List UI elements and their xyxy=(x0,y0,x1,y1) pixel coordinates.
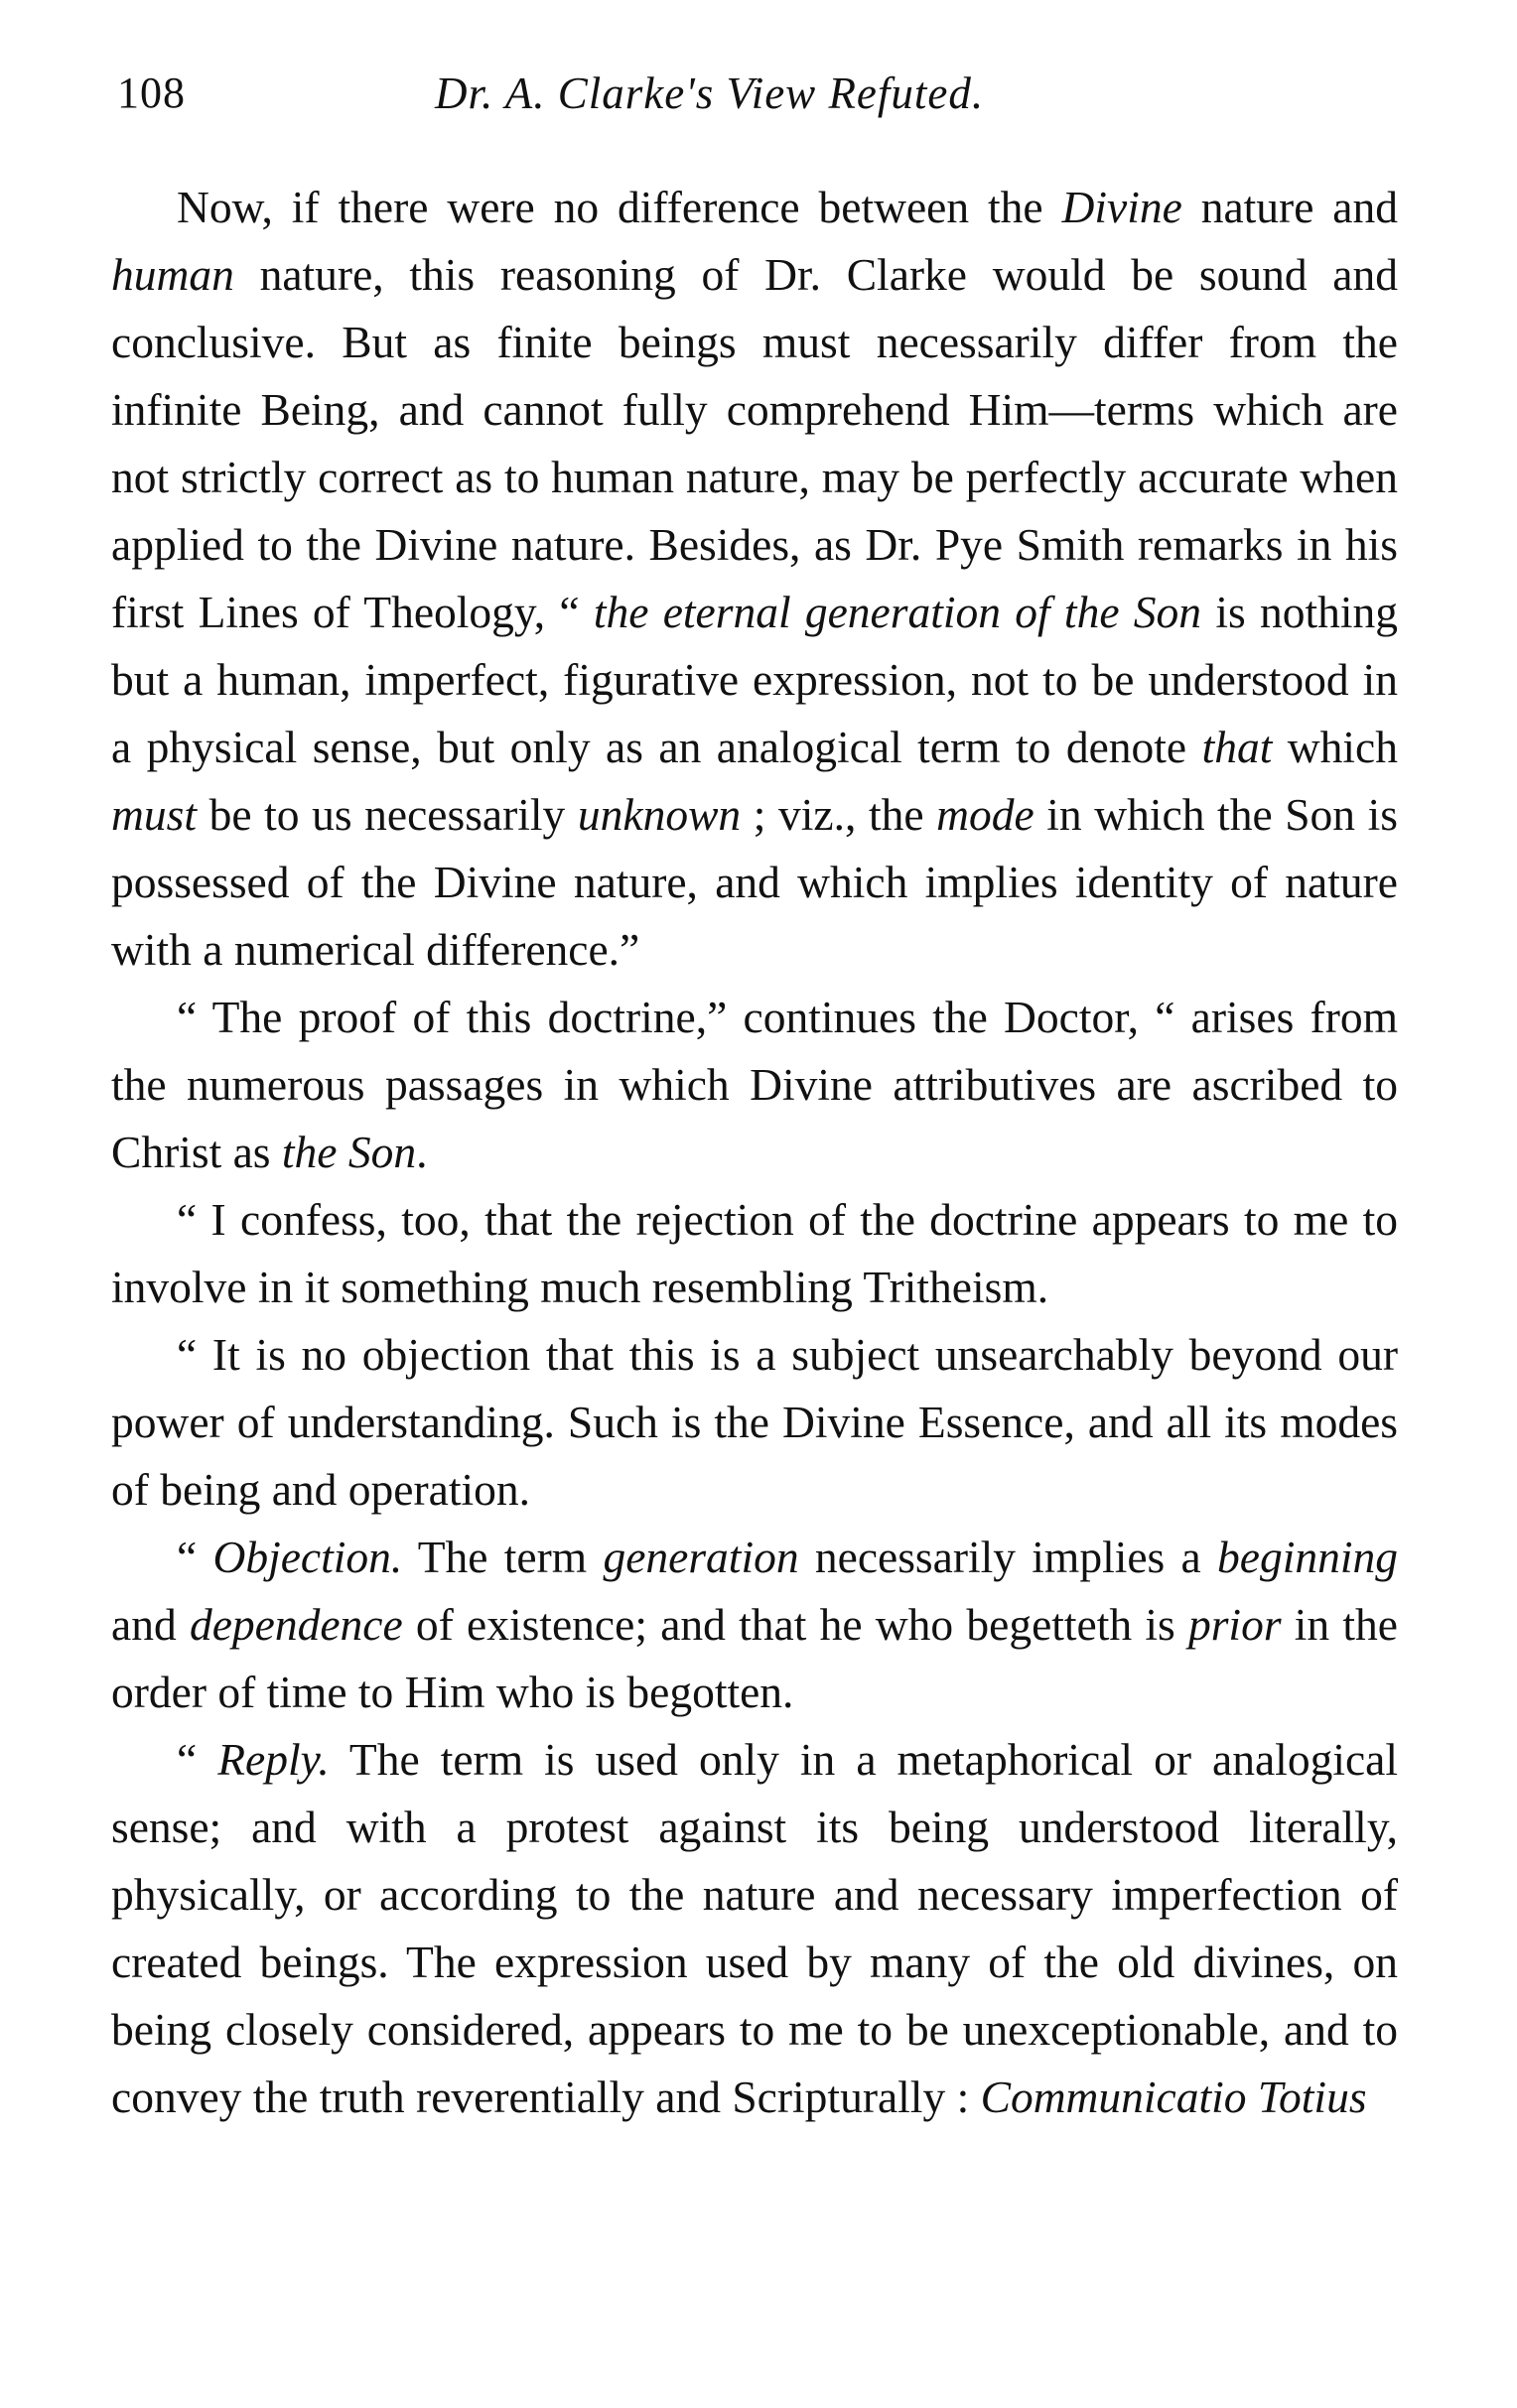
paragraph-6 xyxy=(111,1726,1398,2131)
italic-run: Divine xyxy=(1061,182,1182,232)
text-run: be to us necessarily xyxy=(196,789,578,840)
italic-run: beginning xyxy=(1217,1532,1399,1582)
body-text xyxy=(111,174,1398,2131)
text-run: “ I confess, too, that the rejection of the doctrine appears to me to involve in it something much resembling Tritheism. xyxy=(111,1194,1398,1312)
text-run: nature, this reasoning of Dr. Clarke would be sound and conclusive. But as finite beings must necessarily differ from the infinite Being, and cannot fully comprehend Him—terms which are not strictly correct as to human nature, may be perfectly accurate when applied to the Divine nature. Besides, as Dr. Pye Smith remarks in his first Lines of Theology, “ xyxy=(111,249,1398,637)
page-number: 108 xyxy=(117,68,186,117)
italic-run: mode xyxy=(936,789,1034,840)
paragraph-2 xyxy=(111,984,1398,1186)
text-run: ; viz., the xyxy=(741,789,937,840)
paragraph-3 xyxy=(111,1186,1398,1321)
text-run: The term is used only in a metaphorical or analogical sense; and with a protest against its being understood literally, physically, or according to the nature and necessary imperfection of created beings. The expression used by many of the old divines, on being closely considered, appears to me to be unexceptionable, and to convey the truth reverentially and Scripturally : xyxy=(111,1734,1398,2122)
text-run: . xyxy=(416,1127,428,1177)
italic-run: unknown xyxy=(577,789,742,840)
text-run: is nothing but a human, imperfect, figurative expression, not to be understood in a physical sense, but only as an analogical term to denote xyxy=(111,587,1398,772)
italic-run: Communicatio Totius xyxy=(980,2072,1367,2122)
italic-run: prior xyxy=(1187,1599,1282,1650)
italic-run: Objection. xyxy=(212,1532,403,1582)
text-run: necessarily implies a xyxy=(798,1532,1218,1582)
text-run: “ xyxy=(177,1734,218,1785)
text-run: of existence; and that he who begetteth is xyxy=(402,1599,1188,1650)
italic-run: that xyxy=(1201,722,1273,772)
text-run: “ xyxy=(177,1532,213,1582)
italic-run: the Son xyxy=(281,1127,417,1177)
text-run: “ It is no objection that this is a subject unsearchably beyond our power of understanding. Such is the Divine Essence, and all its modes of being and operation. xyxy=(111,1329,1398,1515)
text-run: which xyxy=(1272,722,1399,772)
italic-run: human xyxy=(111,249,234,300)
italic-run: generation xyxy=(603,1532,799,1582)
text-run: in the order of time to Him who is begotten. xyxy=(111,1599,1398,1717)
text-run: in which the Son is possessed of the Divine nature, and which implies identity of nature with a numerical difference.” xyxy=(111,789,1398,975)
paragraph-1 xyxy=(111,174,1398,984)
italic-run: dependence xyxy=(189,1599,403,1650)
text-run: “ The proof of this doctrine,” continues the Doctor, “ arises from the numerous passages in which Divine attributives are ascribed to Christ as xyxy=(111,992,1398,1177)
text-run: Now, if there were no difference between the xyxy=(177,182,1062,232)
paragraph-4 xyxy=(111,1321,1398,1524)
page-header xyxy=(117,67,1398,137)
text-run: The term xyxy=(402,1532,604,1582)
italic-run: must xyxy=(111,789,197,840)
text-run: and xyxy=(111,1599,190,1650)
italic-run: the eternal generation of the Son xyxy=(593,587,1202,637)
text-run: nature and xyxy=(1181,182,1398,232)
paragraph-5 xyxy=(111,1524,1398,1726)
running-title: Dr. A. Clarke's View Refuted. xyxy=(435,68,985,118)
italic-run: Reply. xyxy=(217,1734,330,1785)
